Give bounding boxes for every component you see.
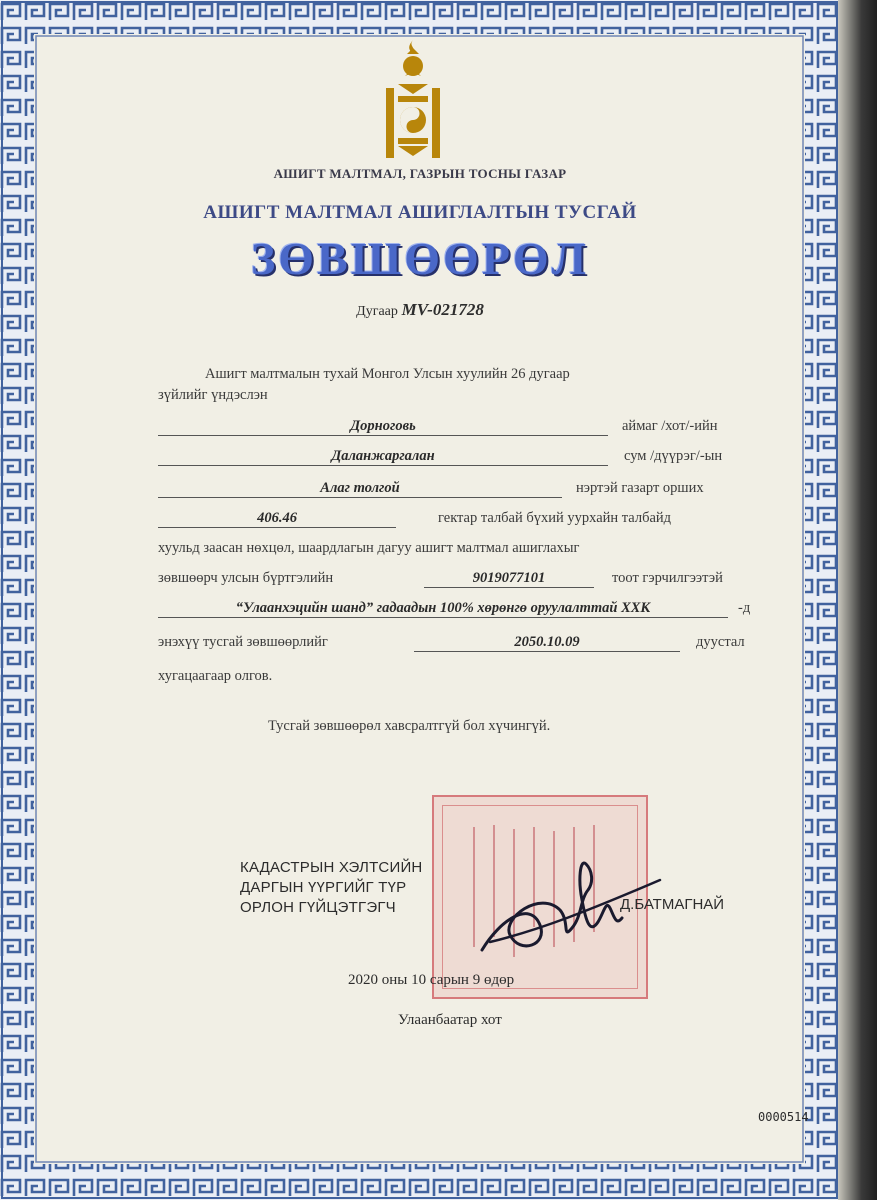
registration-number: 9019077101: [424, 570, 594, 588]
aimag-value: Дорноговь: [158, 418, 608, 436]
law-text: хуульд заасан нөхцөл, шаардлагын дагуу ашигт малтмал ашиглахыг: [158, 540, 580, 556]
company-name: “Улаанхэцийн шанд” гадаадын 100% хөрөнгө оруулалттай ХХК: [158, 600, 728, 618]
place-value: Алаг толгой: [158, 480, 562, 498]
signer-position: [240, 858, 422, 918]
registration-suffix: тоот гэрчилгээтэй: [612, 570, 723, 586]
signer-position-line-1: КАДАСТРЫН ХЭЛТСИЙН: [240, 859, 423, 876]
signer-name: Д.БАТМАГНАЙ: [620, 896, 725, 913]
document-subtitle: АШИГТ МАЛТМАЛ АШИГЛАЛТЫН ТУСГАЙ: [203, 202, 637, 223]
area-label: гектар талбай бүхий уурхайн талбайд: [438, 510, 672, 526]
serial-number: 0000514: [758, 1110, 809, 1124]
signer-position-line-3: ОРЛОН ГҮЙЦЭТГЭГЧ: [240, 899, 396, 916]
document-number: MV-021728: [401, 300, 484, 319]
expiry-date: 2050.10.09: [414, 634, 680, 652]
sum-value: Даланжаргалан: [158, 448, 608, 466]
issue-date: 2020 оны 10 сарын 9 өдөр: [348, 972, 515, 988]
company-suffix: -д: [738, 600, 751, 616]
issue-city: Улаанбаатар хот: [398, 1012, 502, 1028]
soyombo-emblem-icon: [378, 38, 448, 160]
registration-label: зөвшөөрч улсын бүртгэлийн: [158, 570, 334, 586]
aimag-label: аймаг /хот/-ийн: [622, 418, 718, 434]
background-edge: [838, 0, 877, 1200]
department-name: АШИГТ МАЛТМАЛ, ГАЗРЫН ТОСНЫ ГАЗАР: [273, 166, 567, 181]
signer-position-line-2: ДАРГЫН ҮҮРГИЙГ ТҮР: [240, 879, 407, 896]
document-number-line: [0, 300, 840, 320]
sum-label: сум /дүүрэг/-ын: [624, 448, 723, 464]
expiry-label: энэхүү тусгай зөвшөөрлийг: [158, 634, 328, 650]
intro-line-1: Ашигт малтмалын тухай Монгол Улсын хуулийн 26 дугаар: [205, 366, 570, 382]
number-label: Дугаар: [356, 304, 398, 319]
intro-line-2: зүйлийг үндэслэн: [158, 387, 268, 403]
place-label: нэртэй газарт орших: [576, 480, 704, 496]
area-value: 406.46: [158, 510, 396, 528]
term-text: хугацаагаар олгов.: [158, 668, 273, 684]
document-title: ЗӨВШӨӨРӨЛ: [251, 233, 589, 284]
expiry-suffix: дуустал: [696, 634, 745, 650]
validity-note: Тусгай зөвшөөрөл хавсралтгүй бол хүчингүй.: [268, 718, 551, 734]
